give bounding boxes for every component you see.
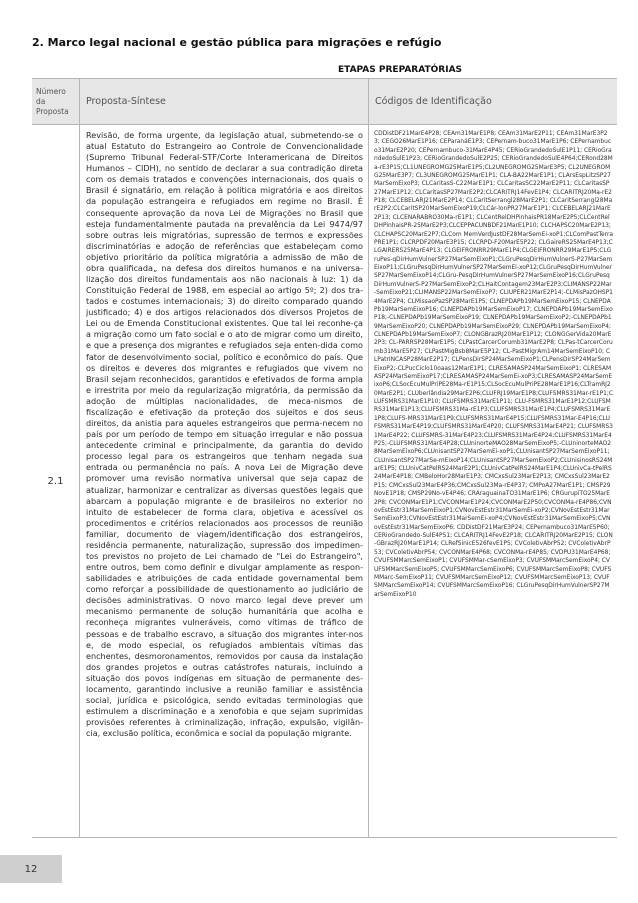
header-codigos: Códigos de Identificação: [375, 96, 492, 107]
proposal-synthesis-cell: [80, 125, 369, 837]
header-numero: Número da Proposta: [32, 79, 80, 124]
proposal-synthesis-text: Revisão, de forma urgente, da legislação atual, submetendo-se o atual Estatuto do Estrangeiro ao Controle de Convencionalidade (Supremo Tribunal Federal-STF/Corte Interamericana de Direitos Humanos – CIDH), no sentido de declarar a sua contradição direta com os demais tratados e convenções internacionais, dos quais o Brasil é signatário, em relação à política migratória e aos direitos da população estrangeira e refugiados em regime no Brasil. É consequente aprovação da nova Lei de Migrações no Brasil que esteja fundamentalmente pautada na prevalência da Lei 9474/97 sobre outras leis migratórias, supressão de termos e expressões discriminatórias e adoção de referências que estabeleçam como objetivo prioritário da política migratória a admissão de mão de obra qualificada„ na defesa dos direitos humanos e na universa-lização dos direitos fundamentais aos não nacionais à luz: 1) da Constituição Federal de 1988, em especial ao artigo 5º; 2) dos tra-tados e costumes internacionais; 3) do direito comparado quando justificado; 4) e dos artigos relacionados dos diversos Projetos de Lei ou de Emenda Constitucional existentes. Que tal lei reconhe-ça a migração como um fato social e o ato de migrar como um direito, e que a presença dos migrantes e refugiados seja enten-dida como fator de desenvolvimento social, político e econômico do país. Que os direitos e deveres dos migrantes e refugiados que vivem no Brasil sejam reconhecidos, garantidos e efetivados de forma ampla e irrestrita por meio da regularização migratória, da permissão da adoção de múltiplas nacionalidades, de meca-nismos de fiscalização e efetivação da proteção dos sujeitos e dos seus direitos, da anistia para aqueles estrangeiros que perma-necem no país por um período de tempo em situação irregular e não possua antecedente criminal e principalmente, da garantia do devido processo legal para os estrangeiros que tenham negada sua entrada ou permanência no país. A nova Lei de Migração deve promover uma revisão normativa universal que seja capaz de atualizar, harmonizar e centralizar as diversas questões legais que abarcam a população migrante e de brasileiros no exterior no intuito de estabelecer de forma clara, objetiva e acessível os procedimentos e critérios relacionados aos processos de reunião familiar, documento de viagem/identificação dos estrangeiros, residência permanente, naturalização, supressão dos impedimen-tos previstos no projeto de Lei chamado de "Lei do Estrangeiro", entre outros, bem como definir e divulgar amplamente as respon-sabilidades e atribuições de cada entidade governamental bem como reforçar a possibilidade de questionamento ao judiciário de decisões administrativas. O novo marco legal deve prever um mecanismo permanente de solução humanitária que acolha e reconheça migrantes vulneráveis, como vítimas de tráfico de pessoas e de trabalho escravo, a situação dos migrantes inter-nos e, de modo especial, os refugiados ambientais vítimas das enchentes, desmoronamentos, removidos por causa da instalação dos grandes projetos e outras catástrofes naturais, incluindo a situação dos povos indígenas em situação de permanente des-locamento, garantindo inclusive a reunião familiar e assistência social, jurídica e psicológica, sendo evitadas terminologias que estimulem a discriminação e a xenofobia e que sejam suprimidas provisões referentes à criminalização, infração, expulsão, vigilân-cia, exclusão política, econômica e social da população migrante.: [86, 130, 363, 739]
table-caption: ETAPAS PREPARATÓRIAS: [337, 65, 463, 75]
section-title: 2. Marco legal nacional e gestão pública para migrações e refúgio: [32, 36, 442, 49]
page-number: 12: [0, 855, 62, 883]
identification-codes-cell: [369, 125, 617, 837]
identification-codes-text: CDDistDF21MarE4P28; CEAm31MarE1P8; CEAm31MarE2P11; CEAm31MarE3P23; CEGO26MarE1P16; CEParanáE1P3; CEPernam-buco31MarE1P6; CEPernambuco31MarE2P20; CEPernambuco-31MarE4P45; CERioGrandedoSulE1P11; CERioGrandedoSulE1P23; CERioGrandedoSulE2P25; CERioGrandedoSulE4P64;CERond28Ma-rE3P15;CL1UNEGROMG25MarE1P5;CL2UNEGROMG25MarE3P5; CL2UNEGROMG25MarE3P7; CL3UNEGROMG25MarE1P1; CLA-BA22MarE1P1; CLArsEspLitzSP27MarSemEixoP3; CLCaritasS-C22MarE1P1; CLCaritasSC22MarE2P11; CLCaritasSP27MarE1P12; CLCaritasSP27MarE2P2;CLCARITRJ14FevE1P4; CLCARITRJ20Ma-rE2P18; CLCEBELARJ21MarE2P14; CLCaritSerrangl28MarE2P1; CLCaritSerrangl28MarE2P2;CLCaritSP20MarSemEixoP19;CLCár-lonPR27MarE1P1; CLCEBELARJ21MarE2P13; CLCENARABRO30Ma-rE1P1; CLCentRelDHPinhaisPR18MarE2P5;CLCentRelDHPinhaisPR-25MarE2P3;CLCEPPACUNBDF21MarE1P10; CLCHAPSC20MarE2P13; CLCHAPSC20MarE2P7;CLCom MemVerdJustDF28MarSemEi-xoP1;CLComPastTerraPRE1P1; CLCRPDF20MarE3P15; CLCRPD-F20MarE5P22; CLGaireRS25MarE4P13;CLGAIRERS25MarE4P13; CLGEIFRONRR29MarE1P4;CLGEIFRONRR29MarE1P5;CLGruPes-qDirHumVulnerSP27MarSemEixoP1;CLGruPesqDirHumVulnerS-P27MarSemEixoP11;CLGruPesqDirHumVulnerSP27MarSemEi-xoP12;CLGruPesqDirHumVulnerSP27MarSemEixoP14;CLGru-PesqDirHumVulnerSP27MarSemEixoP16;CLGruPesqDirHumVulnerS-P27MarSemEixoP2;CLHaitContagem23MarE2P3;CLIMANSP22Mar-SemEixoP21;CLIMANSP22MarSemEixoP7; CLIUPER21MarE2P14;-CLMisPazOHSP14MarE2P4; CLMissaoPazSP28MarE1P5; CLNEPDAPb19MarSemEixoP15; CLNEPDAPb19MarSemEixoP16; CLNEPDAPb19MarSemEixoP17; CLNEPDAPb19MarSemEixoP18;-CLNEPDAPb19MarSemEixoP19; CLNEPDAPb19MarSemEixoP2;-CLNEPDAPb19MarSemEixoP20; CLNEPDAPb19MarSemEixoP29; CLNEPDAPb19MarSemEixoP4; CLNEPDAPb19MarSemEixoP7; CLONGBrazRJ20MarE1P12; CLONGGerVida20MarE2P3; CL-PARRSP28MarE1P5; CLPastCarcerCorumb31MarE2P8; CLPas-tCarcerCorumb31MarE5P27; CLPastMigBsb8MarE5P12; CL-PastMigrAm14MarSemEixoP10; CLPatrINCASP28MarE2P17; CLPensDirSP24MarSemEixoP1;CLPensDirSP24MarSemEixoP2;-CLPucCiclo10oaas12MarE1P1; CLRESAMASP24MarSemEixoP1; CLRESAMASP24MarSemEixoP17;CLRESAMASP24MarSemEi-xoP3;CLRESAMASP24MarSemEixoP6;CLSocEcuMulPriPE28Ma-rE1P15;CLSocEcuMulPriPE28MarE1P16;CLTramRJ20MarE2P1; CLUberlândia29MarE2P6;CLUFRJ19MarE1P8;CLUFSMRS31Mar-rE1P1;CLUFSMRS31MarE1P10; CLUFSMRS31MarE1P11; CLU-FSMRS31MarE1P12;CLUFSMRS31MarE1P13;CLUFSMRS31Ma-rE1P3;CLUFSMRS31MarE1P4;CLUFSMRS31MarE1P8;CLUFS-MRS31MarE1P9;CLUFSMRS31MarE4P15;CLUFSMRS31Mar-E4P16;CLUFSMRS31MarE4P19;CLUFSMRS31MarE4P20; CLUFSMRS31MarE4P21; CLUFSMRS31MarE4P22; CLUFSMRS-31MarE4P23;CLUFSMRS31MarE4P24;CLUFSMRS31MarE4P25;-CLUFSMRS31MarE4P28;CLUninorteMAO28MarSemEixoP5;-CLUninorteMAO28MarSemEixoP6;CLUnisantSP27MarSemEi-xoP1;CLUnisantSP27MarSemEixoP11;CLUnisantSP27MarSe-mEixoP14;CLUnisantSP27MarSemEixoP2;CLUnisinosRS24MarE1P5; CLUnivCatPelRS24MarE2P1;CLUnivCatPelRS24MarE1P4;CLUnivCa-tPelRS24MarE4P18; CMBeloHor28MarE1P3; CMCxsSul23MarE2P13; CMCxsSul23MarE2P15; CMCxsSul23MarE4P36;CMCxsSul23Ma-rE4P37; CMPoA27MarE1P1; CMSP29NovE1P18; CMSP29No-vE4P46; CRAraguainaTO31MarE1P6; CRGurupiTO25MarE2P8; CVCONMarE1P1;CVCONMarE1P24;CVCONMarE2P50;CVCONMa-rE4P86;CVNovEstEstr31MarSemEixoP1;CVNovEstEstr31MarSemEi-xoP2;CVNovEstEstr31MarSemEixoP3;CVNovEstEstr31MarSemEi-xoP4;CVNovEstEstr31MarSemEixoP5;CVNovEstEstr31MarSemEixoP6; CDDistDF21MarE3P24; CEPernambuco31MarE5P60; CERioGrandedo-SulE4P51; CLCARITRJ14FevE2P18; CLCARITRJ20MarE2P15; CLON-GBrazRJ20MarE1P14; CLRefSinicE526fevE1P5; CVColetivAbrP52; CVColetivAbrP53; CVColetivAbrP54; CVCONMarE4P68; CVCONMa-rE4P85; CVDPU31MarE4P68; CVUFSMMarcSemEixoP1; CVUFSMMar-cSemEixoP3; CVUFSMMarcSemEixoP4; CVUFSMMarcSemEixoP5; CVUFSMMarcSemEixoP6; CVUFSMMarcSemEixoP8; CVUFSMMarc-SemEixoP11; CVUFSMMarcSemEixoP12; CVUFSMMarcSemEixoP13; CVUFSMMarcSemEixoP14; CVUFSMMarcSemEixoP16; CLGruPesqDirHumVulnerSP27MarSemEixoP10: [374, 131, 614, 598]
proposal-number: 2.1: [32, 125, 80, 837]
proposals-table: [32, 78, 617, 838]
table-header: [32, 78, 617, 125]
table-row: [32, 125, 617, 838]
header-sintese: Proposta-Síntese: [80, 79, 369, 124]
